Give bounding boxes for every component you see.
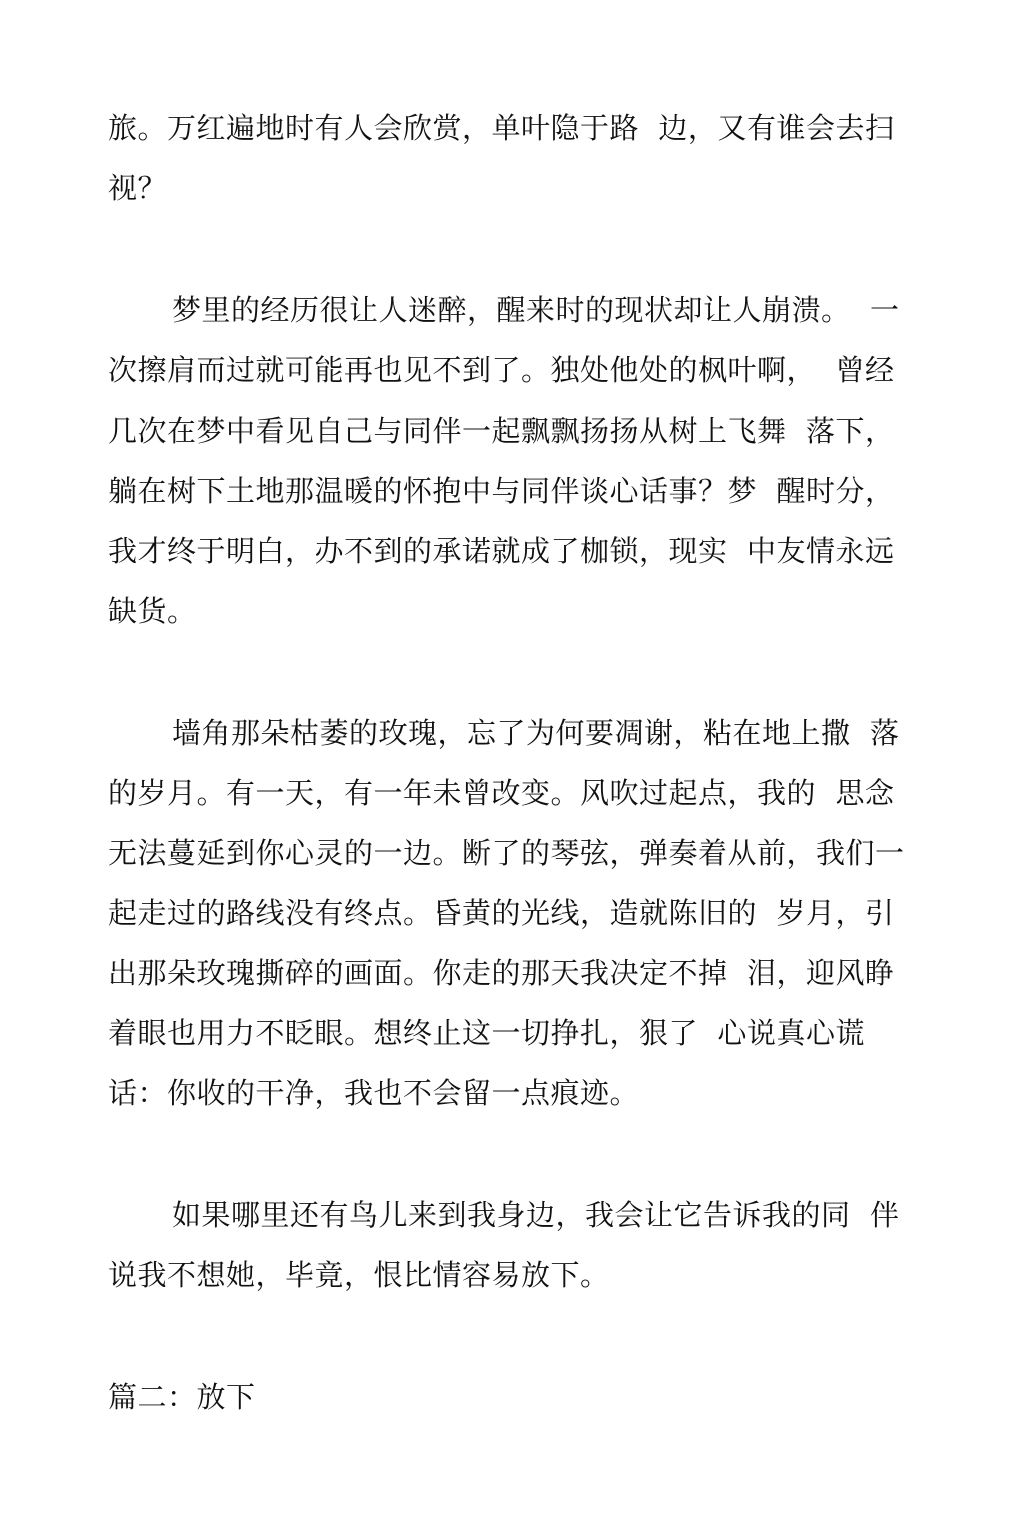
paragraph-2-line-3: 几次在梦中看见自己与同伴一起飘飘扬扬从树上飞舞 落下， — [108, 414, 895, 448]
paragraph-4-line-1: 如果哪里还有鸟儿来到我身边，我会让它告诉我的同 伴 — [172, 1198, 900, 1232]
paragraph-3-line-7: 话：你收的干净，我也不会留一点痕迹。 — [108, 1076, 640, 1110]
paragraph-2-line-2: 次擦肩而过就可能再也见不到了。独处他处的枫叶啊， 曾经 — [108, 353, 895, 387]
paragraph-2-line-6: 缺货。 — [108, 594, 197, 628]
paragraph-1-line-2: 视？ — [108, 171, 168, 205]
paragraph-3-line-6: 着眼也用力不眨眼。想终止这一切挣扎，狠了 心说真心谎 — [108, 1016, 865, 1050]
paragraph-2-line-1: 梦里的经历很让人迷醉，醒来时的现状却让人崩溃。 一 — [172, 293, 900, 327]
paragraph-2-line-5: 我才终于明白，办不到的承诺就成了枷锁，现实 中友情永远 — [108, 534, 895, 568]
paragraph-3-line-4: 起走过的路线没有终点。昏黄的光线，造就陈旧的 岁月，引 — [108, 896, 895, 930]
section-heading: 篇二：放下 — [108, 1380, 256, 1414]
paragraph-3-line-1: 墙角那朵枯萎的玫瑰，忘了为何要凋谢，粘在地上撒 落 — [172, 716, 900, 750]
paragraph-3-line-3: 无法蔓延到你心灵的一边。断了的琴弦，弹奏着从前，我们一 — [108, 836, 905, 870]
paragraph-1-line-1: 旅。万红遍地时有人会欣赏，单叶隐于路 边，又有谁会去扫 — [108, 111, 895, 145]
paragraph-3-line-5: 出那朵玫瑰撕碎的画面。你走的那天我决定不掉 泪，迎风睁 — [108, 956, 895, 990]
paragraph-2-line-4: 躺在树下土地那温暖的怀抱中与同伴谈心话事？梦 醒时分， — [108, 474, 895, 508]
paragraph-4-line-2: 说我不想她，毕竟，恨比情容易放下。 — [108, 1258, 610, 1292]
paragraph-3-line-2: 的岁月。有一天，有一年未曾改变。风吹过起点，我的 思念 — [108, 776, 895, 810]
